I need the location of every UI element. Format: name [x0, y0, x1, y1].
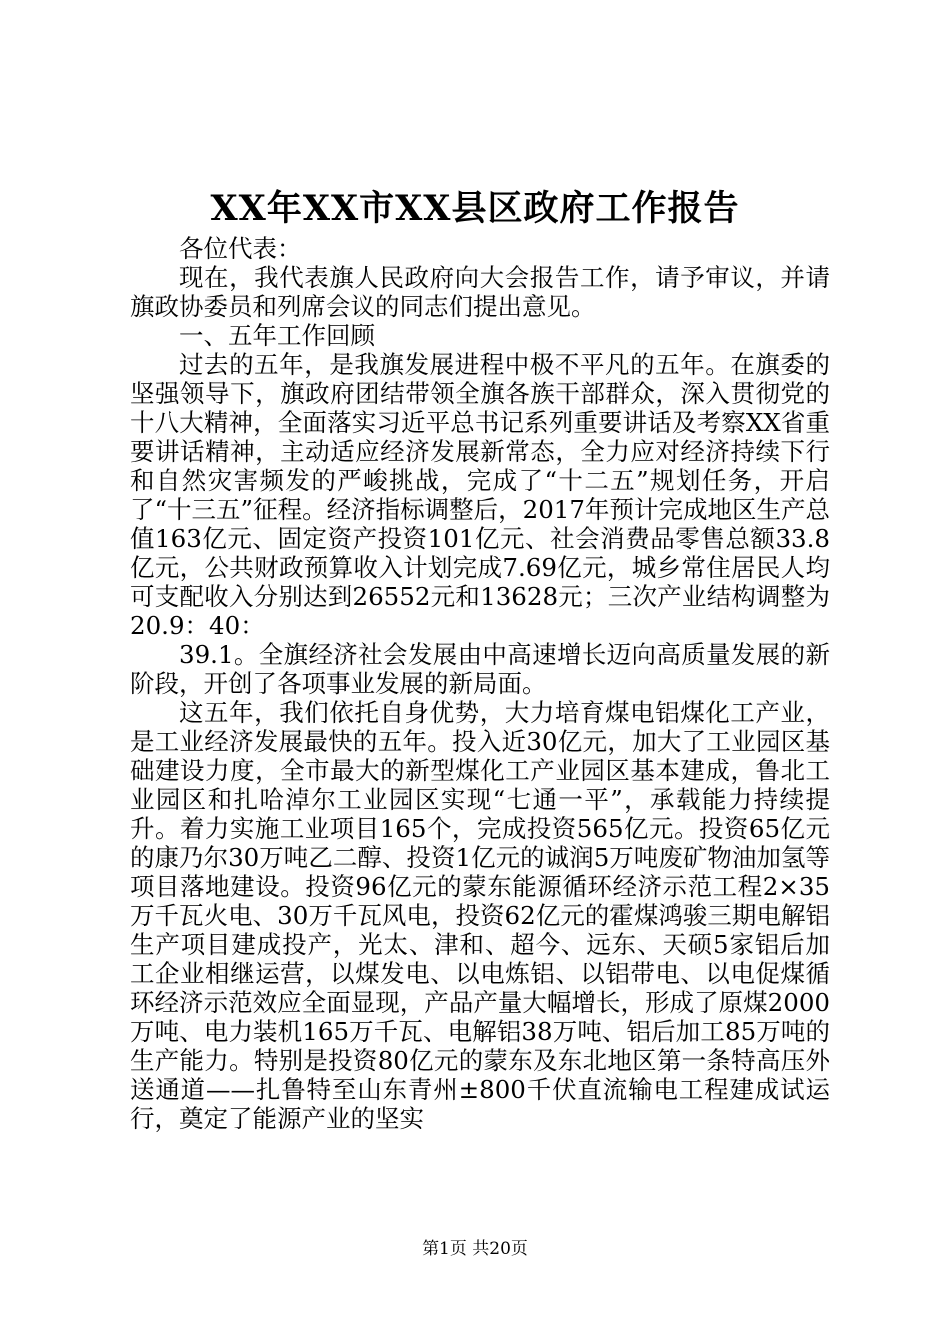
page-footer: 第1页 共20页 — [422, 1239, 528, 1259]
body-paragraph: 39.1。全旗经济社会发展由中高速增长迈向高质量发展的新阶段，开创了各项事业发展的新局面。 — [130, 640, 830, 698]
body-paragraph: 这五年，我们依托自身优势，大力培育煤电铝煤化工产业，是工业经济发展最快的五年。投入近30亿元，加大了工业园区基础建设力度，全市最大的新型煤化工产业园区基本建成，鲁北工业园区和扎哈淖尔工业园区实现“七通一平”，承载能力持续提升。着力实施工业项目165个，完成投资565亿元。投资65亿元的康乃尔30万吨乙二醇、投资1亿元的诚润5万吨废矿物油加氢等项目落地建设。投资96亿元的蒙东能源循环经济示范工程2×35万千瓦火电、30万千瓦风电，投资62亿元的霍煤鸿骏三期电解铝生产项目建成投产，光太、津和、超今、远东、天硕5家铝后加工企业相继运营，以煤发电、以电炼铝、以铝带电、以电促煤循环经济示范效应全面显现，产品产量大幅增长，形成了原煤2000万吨、电力装机165万千瓦、电解铝38万吨、铝后加工85万吨的生产能力。特别是投资80亿元的蒙东及东北地区第一条特高压外送通道——扎鲁特至山东青州±800千伏直流输电工程建成试运行，奠定了能源产业的坚实 — [130, 698, 830, 1133]
salutation-paragraph: 各位代表： — [179, 234, 302, 263]
body-paragraph: 现在，我代表旗人民政府向大会报告工作，请予审议，并请旗政协委员和列席会议的同志们提出意见。 — [130, 263, 830, 321]
body-paragraph: 过去的五年，是我旗发展进程中极不平凡的五年。在旗委的坚强领导下，旗政府团结带领全旗各族干部群众，深入贯彻党的十八大精神，全面落实习近平总书记系列重要讲话及考察XX省重要讲话精神，主动适应经济发展新常态，全力应对经济持续下行和自然灾害频发的严峻挑战，完成了“十二五”规划任务，开启了“十三五”征程。经济指标调整后，2017年预计完成地区生产总值163亿元、固定资产投资101亿元、社会消费品零售总额33.8亿元，公共财政预算收入计划完成7.69亿元，城乡常住居民人均可支配收入分别达到26552元和13628元；三次产业结构调整为20.9：40： — [130, 350, 830, 640]
section-heading: 一、五年工作回顾 — [179, 321, 375, 350]
document-body — [130, 234, 830, 1133]
document-title: XX年XX市XX县区政府工作报告 — [210, 188, 740, 229]
